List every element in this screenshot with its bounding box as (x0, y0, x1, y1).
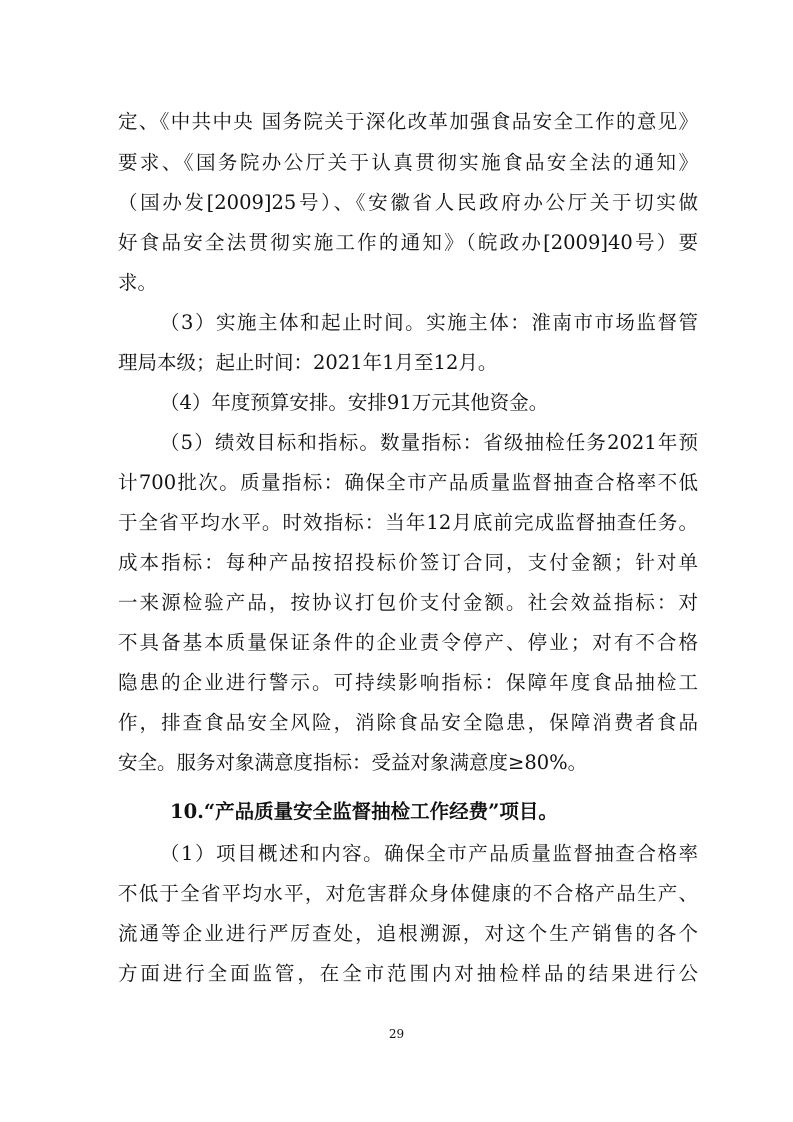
section-heading: 10.“产品质量安全监督抽检工作经费”项目。 (170, 800, 558, 823)
body-text-line: 理局本级；起止时间：2021年1月至12月。 (118, 351, 498, 374)
body-text-line: 流通等企业进行严厉查处，追根溯源，对这个生产销售的各个 (118, 922, 698, 945)
body-text-line: 一来源检验产品，按协议打包价支付金额。社会效益指标：对 (118, 591, 698, 614)
body-text-line: 方面进行全面监管，在全市范围内对抽检样品的结果进行公 (118, 962, 698, 985)
body-text-line: （4）年度预算安排。安排91万元其他资金。 (160, 391, 549, 414)
body-text-line: 成本指标：每种产品按招投标价签订合同，支付金额；针对单 (118, 551, 698, 574)
body-text-line: 求。 (118, 271, 158, 294)
body-text-line: 好食品安全法贯彻实施工作的通知》（皖政办[2009]40号）要 (118, 231, 698, 254)
body-text-line: 定、《中共中央 国务院关于深化改革加强食品安全工作的意见》 (118, 110, 698, 133)
body-text-line: （5）绩效目标和指标。数量指标：省级抽检任务2021年预 (160, 431, 698, 454)
body-text-line: 要求、《国务院办公厅关于认真贯彻实施食品安全法的通知》 (118, 151, 698, 174)
body-text-line: 不低于全省平均水平，对危害群众身体健康的不合格产品生产、 (118, 882, 698, 905)
body-text-line: 安全。服务对象满意度指标：受益对象满意度≥80%。 (118, 751, 588, 774)
body-text-line: 不具备基本质量保证条件的企业责令停产、停业；对有不合格 (118, 631, 698, 654)
body-text-line: 隐患的企业进行警示。可持续影响指标：保障年度食品抽检工 (118, 671, 698, 694)
body-text-line: （国办发[2009]25号）、《安徽省人民政府办公厅关于切实做 (118, 191, 698, 214)
body-text-line: 于全省平均水平。时效指标：当年12月底前完成监督抽查任务。 (118, 511, 698, 534)
body-text-line: 作，排查食品安全风险，消除食品安全隐患，保障消费者食品 (118, 711, 698, 734)
body-text-line: （1）项目概述和内容。确保全市产品质量监督抽查合格率 (160, 842, 698, 865)
body-text-line: （3）实施主体和起止时间。实施主体：淮南市市场监督管 (160, 311, 698, 334)
page-number: 29 (388, 1027, 405, 1041)
body-text-line: 计700批次。质量指标：确保全市产品质量监督抽查合格率不低 (118, 471, 698, 494)
